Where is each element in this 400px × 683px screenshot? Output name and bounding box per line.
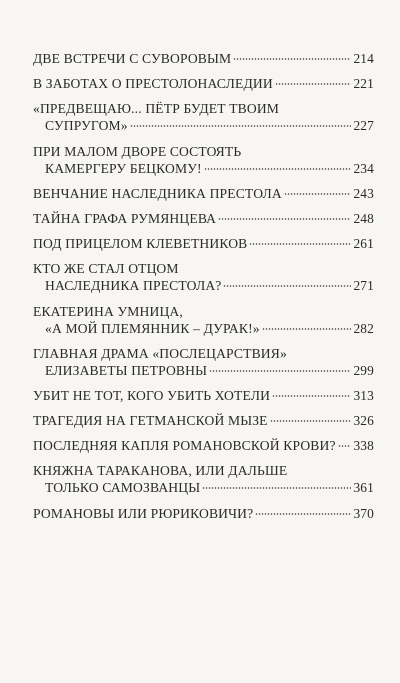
dot-leader — [262, 328, 352, 330]
toc-entry-title-line: ПОСЛЕДНЯЯ КАПЛЯ РОМАНОВСКОЙ КРОВИ? — [33, 438, 336, 454]
dot-leader — [130, 125, 352, 127]
toc-entry-row — [33, 362, 374, 379]
toc-entry-page-number: 234 — [353, 160, 374, 176]
toc-entry-title-line: УБИТ НЕ ТОТ, КОГО УБИТЬ ХОТЕЛИ — [33, 387, 271, 403]
dot-leader — [202, 487, 351, 489]
toc-entry — [33, 437, 374, 454]
toc-entry-title-line: ЕЛИЗАВЕТЫ ПЕТРОВНЫ — [45, 362, 208, 378]
toc-entry-row — [33, 235, 374, 252]
toc-entry-title-line: ГЛАВНАЯ ДРАМА «ПОСЛЕЦАРСТВИЯ» — [33, 345, 287, 361]
toc-entry-page-number: 243 — [353, 185, 374, 201]
toc-entry — [33, 387, 374, 404]
toc-entry-row — [33, 479, 374, 496]
toc-entry-row — [33, 50, 374, 67]
toc-entry-page-number: 313 — [353, 387, 374, 403]
toc-entry — [33, 143, 374, 177]
dot-leader — [338, 445, 352, 447]
toc-entry — [33, 100, 374, 134]
toc-entry-row — [33, 117, 374, 134]
dot-leader — [272, 395, 351, 397]
toc-entry-row — [33, 505, 374, 522]
dot-leader — [284, 193, 352, 195]
toc-entry — [33, 505, 374, 522]
toc-entry-page-number: 248 — [353, 210, 374, 226]
toc-entry — [33, 235, 374, 252]
toc-entry — [33, 462, 374, 496]
dot-leader — [218, 218, 351, 220]
toc-entry-title-line: ТОЛЬКО САМОЗВАНЦЫ — [45, 480, 201, 496]
toc-entry-page-number: 282 — [353, 320, 374, 336]
dot-leader — [233, 58, 351, 60]
toc-entry-title-line: ВЕНЧАНИЕ НАСЛЕДНИКА ПРЕСТОЛА — [33, 185, 282, 201]
toc-entry-page-number: 227 — [353, 118, 374, 134]
toc-entry-row — [33, 412, 374, 429]
toc-entry-title-line: ТРАГЕДИЯ НА ГЕТМАНСКОЙ МЫЗЕ — [33, 413, 268, 429]
toc-entry-title-line: ПРИ МАЛОМ ДВОРЕ СОСТОЯТЬ — [33, 143, 242, 159]
toc-entry-title-line: ДВЕ ВСТРЕЧИ С СУВОРОВЫМ — [33, 51, 232, 66]
toc-entry-title-line: КТО ЖЕ СТАЛ ОТЦОМ — [33, 261, 179, 277]
toc-entry — [33, 185, 374, 202]
toc-entry-title-line: РОМАНОВЫ ИЛИ РЮРИКОВИЧИ? — [33, 505, 254, 521]
toc-entry-page-number: 338 — [353, 438, 374, 454]
toc-entry — [33, 345, 374, 379]
toc-entry-page-number: 361 — [353, 480, 374, 496]
dot-leader — [270, 420, 352, 422]
toc-entry-title-line: В ЗАБОТАХ О ПРЕСТОЛОНАСЛЕДИИ — [33, 76, 273, 92]
toc-entry-page-number: 261 — [353, 236, 374, 252]
dot-leader — [249, 243, 351, 245]
toc-entry-row — [33, 277, 374, 294]
dot-leader — [204, 168, 352, 170]
toc-entry-page-number: 370 — [353, 505, 374, 521]
toc-entry — [33, 303, 374, 337]
toc-entry-title-line: КНЯЖНА ТАРАКАНОВА, ИЛИ ДАЛЬШЕ — [33, 463, 288, 479]
toc-entry-page-number: 221 — [353, 76, 374, 92]
toc-entry-row — [33, 185, 374, 202]
toc-entry-title-line: ПОД ПРИЦЕЛОМ КЛЕВЕТНИКОВ — [33, 236, 248, 252]
toc-entry-title-line: ЕКАТЕРИНА УМНИЦА, — [33, 303, 183, 319]
toc-entry-row — [33, 210, 374, 227]
toc-entry-row — [33, 75, 374, 92]
toc-entry-title-line: ТАЙНА ГРАФА РУМЯНЦЕВА — [33, 210, 217, 226]
toc-entry-row — [33, 160, 374, 177]
toc-entry-row — [33, 320, 374, 337]
toc-entry-title-line: «ПРЕДВЕЩАЮ... ПЁТР БУДЕТ ТВОИМ — [33, 101, 280, 117]
toc-entry-row — [33, 437, 374, 454]
toc-entry-title-line: НАСЛЕДНИКА ПРЕСТОЛА? — [45, 278, 222, 294]
dot-leader — [255, 513, 351, 515]
table-of-contents — [33, 50, 374, 530]
toc-entry — [33, 50, 374, 67]
toc-entry — [33, 260, 374, 294]
toc-entry — [33, 210, 374, 227]
dot-leader — [209, 370, 351, 372]
toc-entry-title-line: КАМЕРГЕРУ БЕЦКОМУ! — [45, 160, 202, 176]
toc-entry-page-number: 214 — [353, 51, 374, 66]
toc-entry-row — [33, 387, 374, 404]
toc-entry-title-line: СУПРУГОМ» — [45, 118, 128, 134]
toc-entry-page-number: 271 — [353, 278, 374, 294]
toc-entry-page-number: 326 — [353, 413, 374, 429]
toc-entry-title-line: «А МОЙ ПЛЕМЯННИК – ДУРАК!» — [45, 320, 260, 336]
dot-leader — [275, 83, 352, 85]
dot-leader — [223, 285, 351, 287]
toc-entry-page-number: 299 — [353, 362, 374, 378]
toc-entry — [33, 412, 374, 429]
toc-entry — [33, 75, 374, 92]
